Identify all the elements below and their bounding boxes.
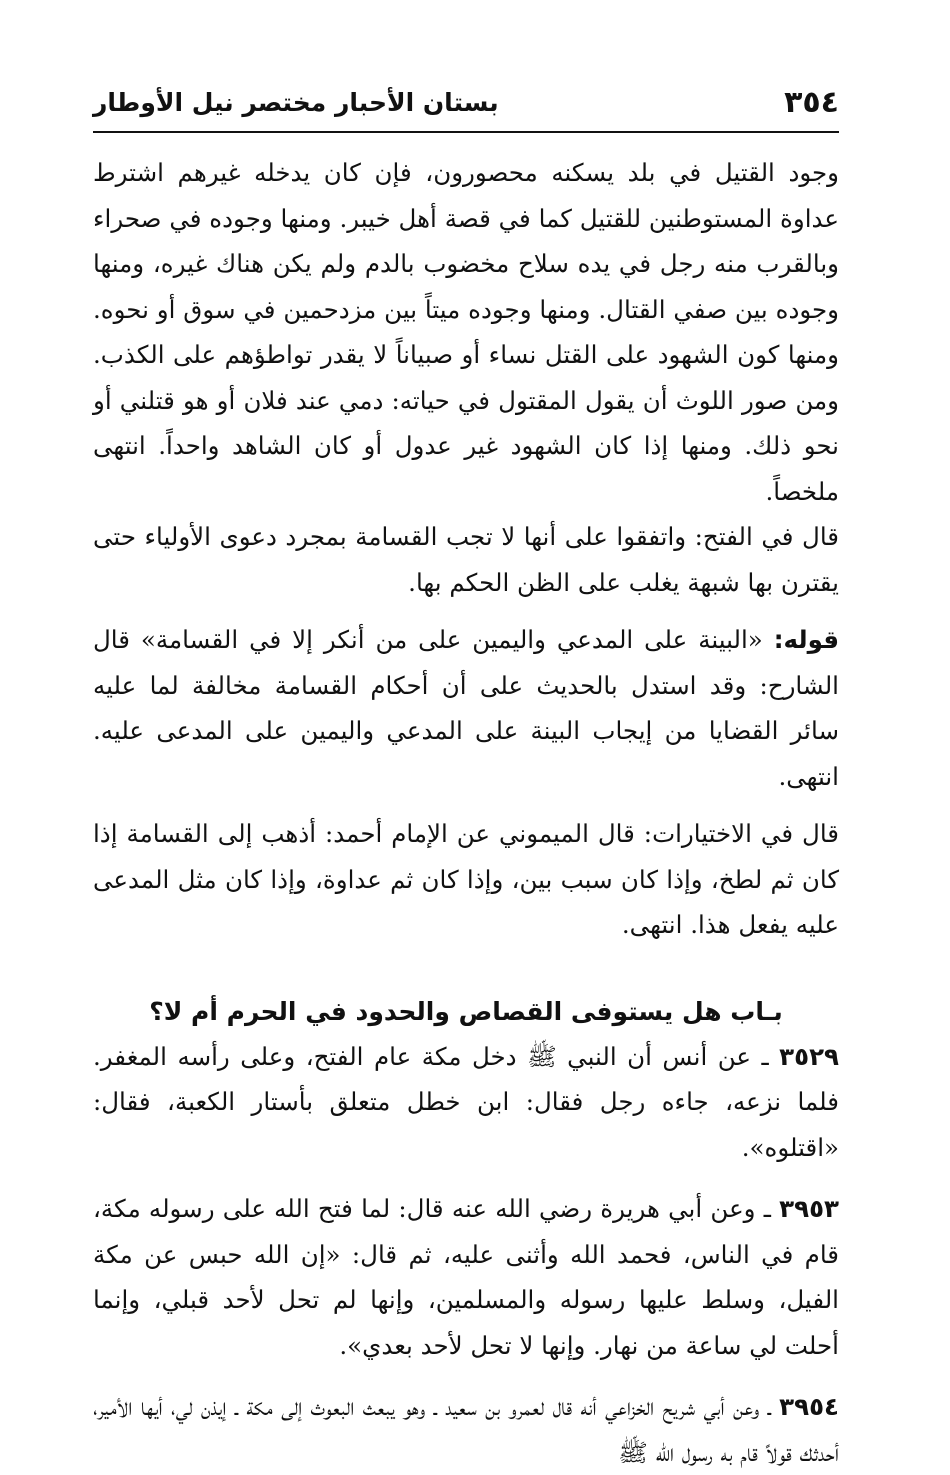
page-number: ٣٥٤ [784, 84, 839, 120]
hadith-text: ـ وعن أبي هريرة رضي الله عنه قال: لما فتح الله على رسوله مكة، قام في الناس، فحمد الله وأثنى عليه، ثم قال: «إن الله حبس عن مكة الفيل، وسلط عليها رسوله والمسلمين، وإنها لم تحل لأحد قبلي، وإنما أحلت لي ساعة من نهار. وإنها لا تحل لأحد بعدي». [93, 1194, 839, 1360]
paragraph-qawluh [93, 617, 839, 799]
paragraph-ikhtiyarat: قال في الاختيارات: قال الميموني عن الإمام أحمد: أذهب إلى القسامة إذا كان ثم لطخ، وإذا كان سبب بين، وإذا كان ثم عداوة، وإذا كان مثل المدعى عليه يفعل هذا. انتهى. [93, 819, 839, 939]
book-page [93, 0, 839, 1467]
page-header [93, 80, 839, 124]
header-rule [93, 131, 839, 133]
hadith-number: ٣٩٥٤ [779, 1392, 839, 1421]
qawluh-term: قوله: [773, 625, 839, 654]
paragraph-lawth-continuation: وجود القتيل في بلد يسكنه محصورون، فإن كان يدخله غيرهم اشترط عداوة المستوطنين للقتيل كما في قصة أهل خيبر. ومنها وجوده في صحراء وبالقرب منه رجل في يده سلاح مخضوب بالدم ولم يكن هناك غيره، ومنها وجوده بين صفي القتال. ومنها وجوده ميتاً بين مزدحمين في سوق أو نحوه. ومنها كون الشهود على القتل نساء أو صبياناً لا يقدر تواطؤهم على الكذب. ومن صور اللوث أن يقول المقتول في حياته: دمي عند فلان أو هو قتلني أو نحو ذلك. ومنها إذا كان الشهود غير عدول أو كان الشاهد واحداً. انتهى ملخصاً. [93, 158, 839, 506]
paragraph-gap [93, 1368, 839, 1384]
hadith-3529 [93, 1034, 839, 1171]
hadith-number: ٣٩٥٣ [779, 1194, 839, 1223]
hadith-text: ـ وعن أبي شريح الخزاعي أنه قال لعمرو بن سعيد ـ وهو يبعث البعوث إلى مكة ـ إيذن لي، أيها الأمير، أحدثك قولاً قام به رسول الله ﷺ [93, 1392, 839, 1467]
hadith-number: ٣٥٢٩ [779, 1041, 839, 1071]
paragraph-fath-quote: قال في الفتح: واتفقوا على أنها لا تجب القسامة بمجرد دعوى الأولياء حتى يقترن بها شبهة يغلب على الظن الحكم بها. [93, 522, 839, 597]
chapter-heading: بـاب هل يستوفى القصاص والحدود في الحرم أم لا؟ [149, 996, 783, 1026]
paragraph-gap [93, 1170, 839, 1186]
qawluh-text: «البينة على المدعي واليمين على من أنكر إلا في القسامة» قال الشارح: وقد استدل بالحديث على أن أحكام القسامة مخالفة لما عليه سائر القضايا من إيجاب البينة على المدعي واليمين على المدعى عليه. انتهى. [93, 625, 839, 791]
page-body [93, 150, 839, 1475]
section-gap [93, 948, 839, 990]
paragraph-gap [93, 605, 839, 617]
running-title: بستان الأحبار مختصر نيل الأوطار [93, 87, 499, 117]
hadith-3954 [93, 1384, 839, 1475]
paragraph-gap [93, 799, 839, 811]
hadith-text: ـ عن أنس أن النبي ﷺ دخل مكة عام الفتح، وعلى رأسه المغفر. فلما نزعه، جاءه رجل فقال: ابن خطل متعلق بأستار الكعبة، فقال: «اقتلوه». [93, 1041, 839, 1162]
hadith-3953 [93, 1186, 839, 1368]
